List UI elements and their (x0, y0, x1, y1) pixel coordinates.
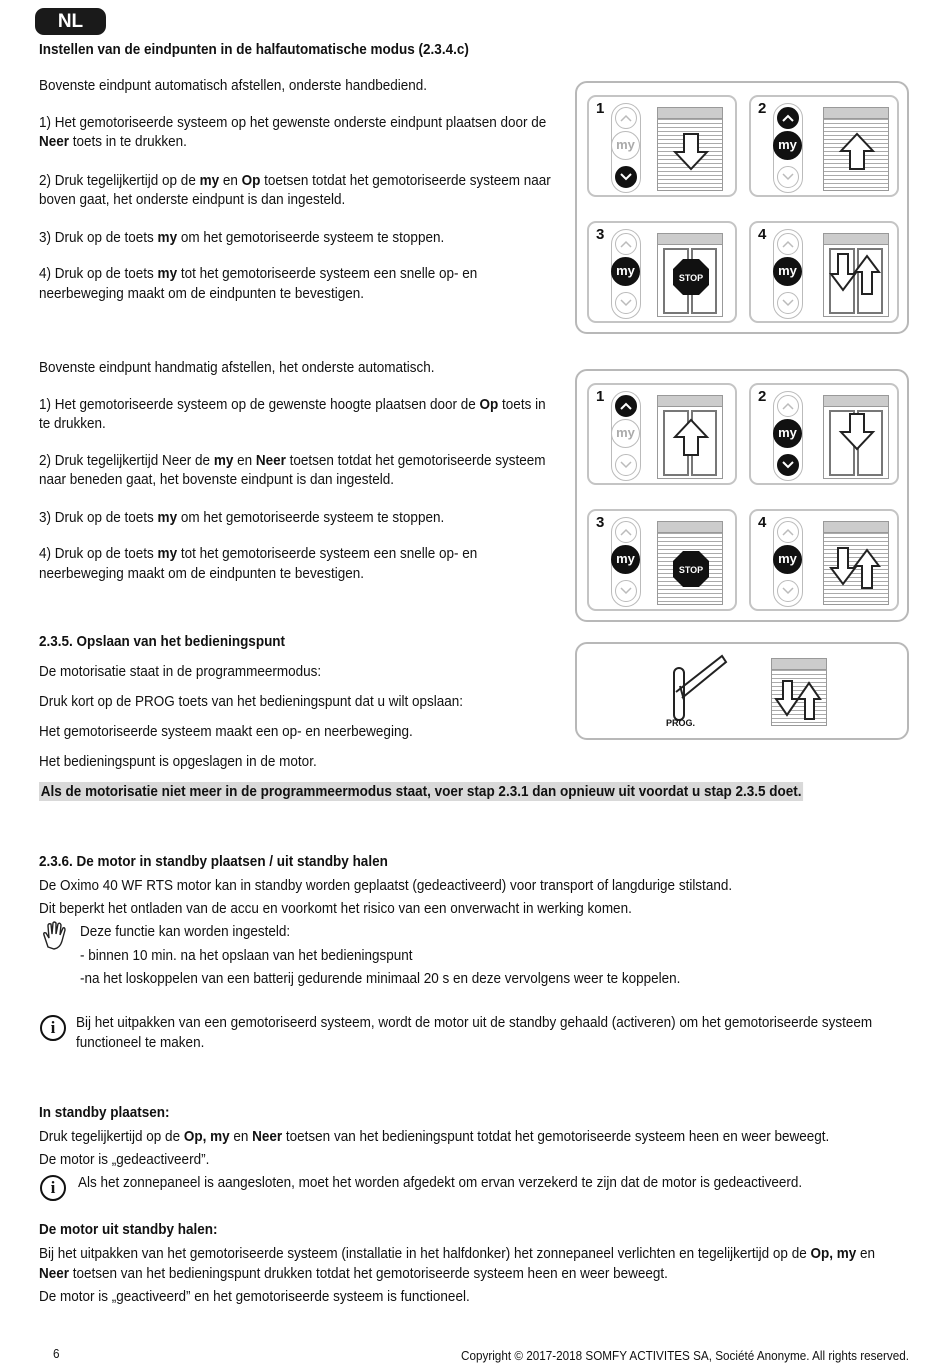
up-button-icon (777, 395, 799, 417)
my-button-icon: my (611, 419, 640, 448)
shutter-open-icon (657, 233, 723, 317)
sec4-line2: Dit beperkt het ontladen van de accu en voorkomt het risico van een onverwacht in werking komen. (39, 900, 632, 917)
remote-control (611, 229, 641, 319)
diagram-panel-2 (749, 383, 899, 485)
shutter-open-icon (823, 395, 889, 479)
remote-control (773, 229, 803, 319)
diagram-panel-1 (587, 95, 737, 197)
step-number: 4 (758, 226, 767, 243)
sec1-step3: 3) Druk op de toets my om het gemotoriseerde systeem te stoppen. (39, 229, 445, 246)
remote-control (773, 391, 803, 481)
up-button-icon (615, 233, 637, 255)
diagram-panel-3 (587, 221, 737, 323)
sec2-step2a: 2) Druk tegelijkertijd Neer de my en Neer toetsen totdat het gemotoriseerde systeem (39, 452, 546, 469)
step-number: 1 (596, 388, 605, 405)
sec1-step4b: neerbeweging maakt om de eindpunten te bevestigen. (39, 285, 364, 302)
my-button-icon: my (773, 257, 802, 286)
my-button-icon: my (773, 131, 802, 160)
shutter-closed-icon (657, 107, 723, 191)
sec3-line3: Het gemotoriseerde systeem maakt een op- en neerbeweging. (39, 723, 413, 740)
my-button-icon: my (611, 545, 640, 574)
down-button-icon (777, 580, 799, 602)
step-number: 2 (758, 100, 767, 117)
section-title-standby-on: In standby plaatsen: (39, 1104, 170, 1121)
shutter-closed-icon (823, 107, 889, 191)
sec4-line4: - binnen 10 min. na het opslaan van het bedieningspunt (80, 947, 413, 964)
stop-sign-icon: STOP (678, 565, 704, 575)
up-button-icon (777, 233, 799, 255)
info-icon: i (40, 1175, 66, 1201)
step-number: 2 (758, 388, 767, 405)
sec4-line1: De Oximo 40 WF RTS motor kan in standby worden geplaatst (gedeactiveerd) voor transport of langdurige stilstand. (39, 877, 733, 894)
sec6-line1: Bij het uitpakken van het gemotoriseerde systeem (installatie in het halfdonker) het zonnepaneel verlichten en tegelijkertijd op de Op, my en (39, 1245, 876, 1262)
sec3-note: Als de motorisatie niet meer in de programmeermodus staat, voer stap 2.3.1 dan opnieuw uit voordat u stap 2.3.5 doet. (40, 783, 802, 800)
sec2-step3: 3) Druk op de toets my om het gemotoriseerde systeem te stoppen. (39, 509, 445, 526)
prog-button-icon (662, 652, 742, 728)
remote-control (611, 517, 641, 607)
hand-icon (42, 921, 68, 951)
diagram-panel-4 (749, 221, 899, 323)
sec4-line3: Deze functie kan worden ingesteld: (80, 923, 291, 940)
sec1-step2b: boven gaat, het onderste eindpunt is dan ingesteld. (39, 191, 346, 208)
step-number: 3 (596, 226, 605, 243)
sec3-line4: Het bedieningspunt is opgeslagen in de motor. (39, 753, 317, 770)
down-button-icon (777, 166, 799, 188)
sec5-line2: De motor is „gedeactiveerd”. (39, 1151, 210, 1168)
remote-control (773, 517, 803, 607)
my-button-icon: my (611, 131, 640, 160)
shutter-closed-icon (657, 521, 723, 605)
down-button-icon (777, 454, 799, 476)
sec2-step4b: neerbeweging maakt om de eindpunten te bevestigen. (39, 565, 364, 582)
down-button-icon (615, 454, 637, 476)
section-title-standby: 2.3.6. De motor in standby plaatsen / uit standby halen (39, 853, 388, 870)
my-button-icon: my (773, 419, 802, 448)
sec5-line1: Druk tegelijkertijd op de Op, my en Neer toetsen van het bedieningspunt totdat het gemotoriseerde systeem heen en weer beweegt. (39, 1128, 830, 1145)
diagram-panel-1 (587, 383, 737, 485)
step-number: 1 (596, 100, 605, 117)
copyright: Copyright © 2017-2018 SOMFY ACTIVITES SA, Société Anonyme. All rights reserved. (461, 1348, 910, 1363)
prog-label: PROG. (666, 718, 696, 728)
sec2-step1b: te drukken. (39, 415, 106, 432)
sec3-line2: Druk kort op de PROG toets van het bedieningspunt dat u wilt opslaan: (39, 693, 463, 710)
info-icon: i (40, 1015, 66, 1041)
up-button-icon (615, 521, 637, 543)
my-button-icon: my (611, 257, 640, 286)
up-button-icon (777, 521, 799, 543)
remote-control (611, 391, 641, 481)
sec4-line5: -na het loskoppelen van een batterij gedurende minimaal 20 s en deze vervolgens weer te koppelen. (80, 970, 681, 987)
sec2-step2b: naar beneden gaat, het bovenste eindpunt is dan ingesteld. (39, 471, 395, 488)
remote-control (773, 103, 803, 193)
diagram-frame-prog (575, 642, 909, 740)
diagram-panel-2 (749, 95, 899, 197)
sec5-info: Als het zonnepaneel is aangesloten, moet het worden afgedekt om ervan verzekerd te zijn dat de motor is gedeactiveerd. (78, 1174, 803, 1191)
diagram-frame-1 (575, 81, 909, 334)
up-button-icon (615, 107, 637, 129)
section-title-save: 2.3.5. Opslaan van het bedieningspunt (39, 633, 286, 650)
sec1-step1b: Neer toets in te drukken. (39, 133, 187, 150)
sec6-line3: De motor is „geactiveerd” en het gemotoriseerde systeem is functioneel. (39, 1288, 470, 1305)
down-button-icon (777, 292, 799, 314)
sec1-step2a: 2) Druk tegelijkertijd op de my en Op toetsen totdat het gemotoriseerde systeem naar (39, 172, 551, 189)
diagram-frame-2 (575, 369, 909, 622)
sec2-intro: Bovenste eindpunt handmatig afstellen, het onderste automatisch. (39, 359, 435, 376)
section-title-endpoints: Instellen van de eindpunten in de halfautomatische modus (2.3.4.c) (39, 41, 469, 58)
shutter-open-icon (657, 395, 723, 479)
page-number: 6 (53, 1346, 60, 1361)
sec3-line1: De motorisatie staat in de programmeermodus: (39, 663, 322, 680)
shutter-updown-icon (823, 233, 889, 317)
sec1-step1a: 1) Het gemotoriseerde systeem op het gewenste onderste eindpunt plaatsen door de (39, 114, 547, 131)
language-badge: NL (35, 8, 106, 35)
sec1-intro: Bovenste eindpunt automatisch afstellen, onderste handbediend. (39, 77, 428, 94)
sec4-info-line1: Bij het uitpakken van een gemotoriseerd systeem, wordt de motor uit de standby gehaald (activeren) om het gemotoriseerde systeem (76, 1014, 873, 1031)
sec1-step4a: 4) Druk op de toets my tot het gemotoriseerde systeem een snelle op- en (39, 265, 478, 282)
remote-control (611, 103, 641, 193)
sec6-line2: Neer toetsen van het bedieningspunt drukken totdat het gemotoriseerde systeem heen en weer beweegt. (39, 1265, 668, 1282)
up-button-icon (777, 107, 799, 129)
my-button-icon: my (773, 545, 802, 574)
sec2-step1a: 1) Het gemotoriseerde systeem op de gewenste hoogte plaatsen door de Op toets in (39, 396, 546, 413)
down-button-icon (615, 292, 637, 314)
shutter-updown-icon (771, 658, 827, 726)
diagram-panel-3 (587, 509, 737, 611)
section-title-standby-off: De motor uit standby halen: (39, 1221, 218, 1238)
stop-sign-icon: STOP (678, 273, 704, 283)
shutter-updown-icon (823, 521, 889, 605)
diagram-panel-4 (749, 509, 899, 611)
down-button-icon (615, 580, 637, 602)
sec2-step4a: 4) Druk op de toets my tot het gemotoriseerde systeem een snelle op- en (39, 545, 478, 562)
sec4-info-line2: functioneel te maken. (76, 1034, 205, 1051)
down-button-icon (615, 166, 637, 188)
up-button-icon (615, 395, 637, 417)
step-number: 3 (596, 514, 605, 531)
step-number: 4 (758, 514, 767, 531)
